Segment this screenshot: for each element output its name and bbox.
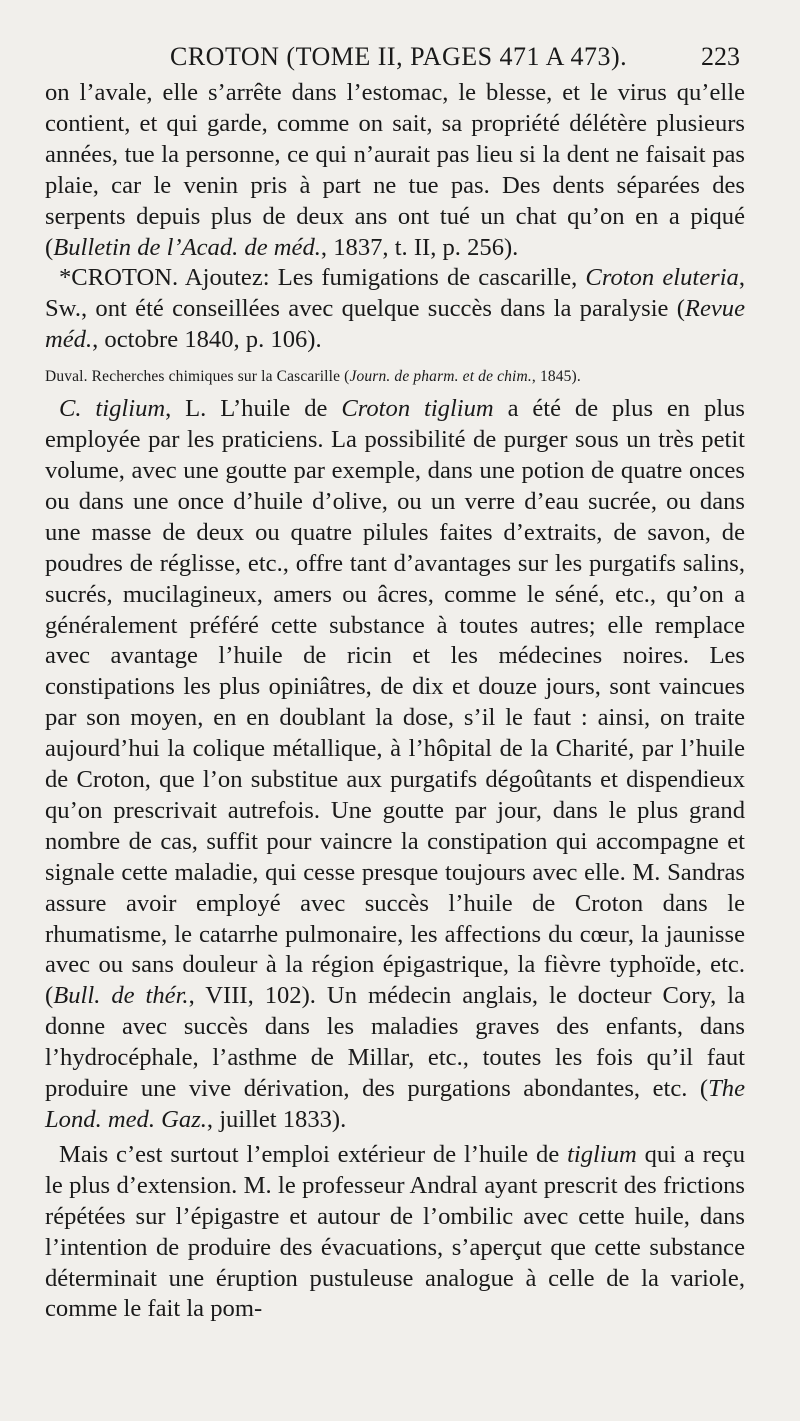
page-body: [45, 78, 745, 1325]
paragraph-tiglium: C. tiglium, L. L’huile de Croton tiglium a été de plus en plus employée par les praticiens. La possibilité de purger sous un très petit volume, avec une goutte par exemple, dans une potion de quatre onces ou dans une once d’huile d’olive, ou un verre d’eau sucrée, ou dans une masse de deux ou quatre pilules faites d’extraits, de savon, de poudres de réglisse, etc., offre tant d’avantages sur les purgatifs salins, sucrés, mucilagineux, amers ou âcres, comme le séné, etc., qu’on a généralement préféré cette substance à toutes autres; elle remplace avec avantage l’huile de ricin et les médecines noires. Les constipations les plus opiniâtres, de dix et douze jours, sont vaincues par son moyen, en en doublant la dose, s’il le faut : ainsi, on traite aujourd’hui la colique métallique, à l’hôpital de la Charité, par l’huile de Croton, que l’on substitue aux purgatifs dégoûtants et dispendieux qu’on prescrivait autrefois. Une goutte par jour, dans le plus grand nombre de cas, suffit pour vaincre la constipation qui accompagne et signale cette maladie, qui cesse presque toujours avec elle. M. Sandras assure avoir employé avec succès l’huile de Croton dans le rhumatisme, le catarrhe pulmonaire, les affections du cœur, la jaunisse avec ou sans douleur à la région épigastrique, la fièvre typhoïde, etc. (Bull. de thér., VIII, 102). Un médecin anglais, le docteur Cory, la donne avec succès dans les maladies graves des enfants, dans l’hydrocéphale, l’asthme de Millar, etc., toutes les fois qu’il faut produire une vive dérivation, des purgations abondantes, etc. (The Lond. med. Gaz., juillet 1833).: [45, 395, 745, 1133]
paragraph-external-use: Mais c’est surtout l’emploi extérieur de l’huile de tiglium qui a reçu le plus d’extension. M. le professeur Andral ayant prescrit des frictions répétées sur l’épigastre et autour de l’ombilic avec cette huile, dans l’intention de produire des évacuations, s’aperçut que cette substance déterminait une éruption pustuleuse analogue à celle de la variole, comme le fait la pom-: [45, 1140, 745, 1323]
page-header: [0, 40, 800, 76]
paragraph-croton-entry: *CROTON. Ajoutez: Les fumigations de cascarille, Croton eluteria, Sw., ont été conseillées avec quelque succès dans la paralysie (Revue méd., octobre 1840, p. 106).: [45, 264, 745, 354]
bibliographic-note: Duval. Recherches chimiques sur la Cascarille (Journ. de pharm. et de chim., 1845).: [45, 368, 581, 386]
running-title: CROTON (TOME II, PAGES 471 A 473).: [170, 42, 628, 71]
paragraph-venom: on l’avale, elle s’arrête dans l’estomac, le blesse, et le virus qu’elle contient, et qui garde, comme on sait, sa propriété délétère plusieurs années, tue la personne, ce qui n’aurait pas lieu si la dent ne faisait pas plaie, car le venin pris à part ne tue pas. Des dents séparées des serpents depuis plus de deux ans ont tué un chat qu’on en a piqué (Bulletin de l’Acad. de méd., 1837, t. II, p. 256).: [45, 79, 745, 261]
page-number: 223: [701, 42, 740, 71]
